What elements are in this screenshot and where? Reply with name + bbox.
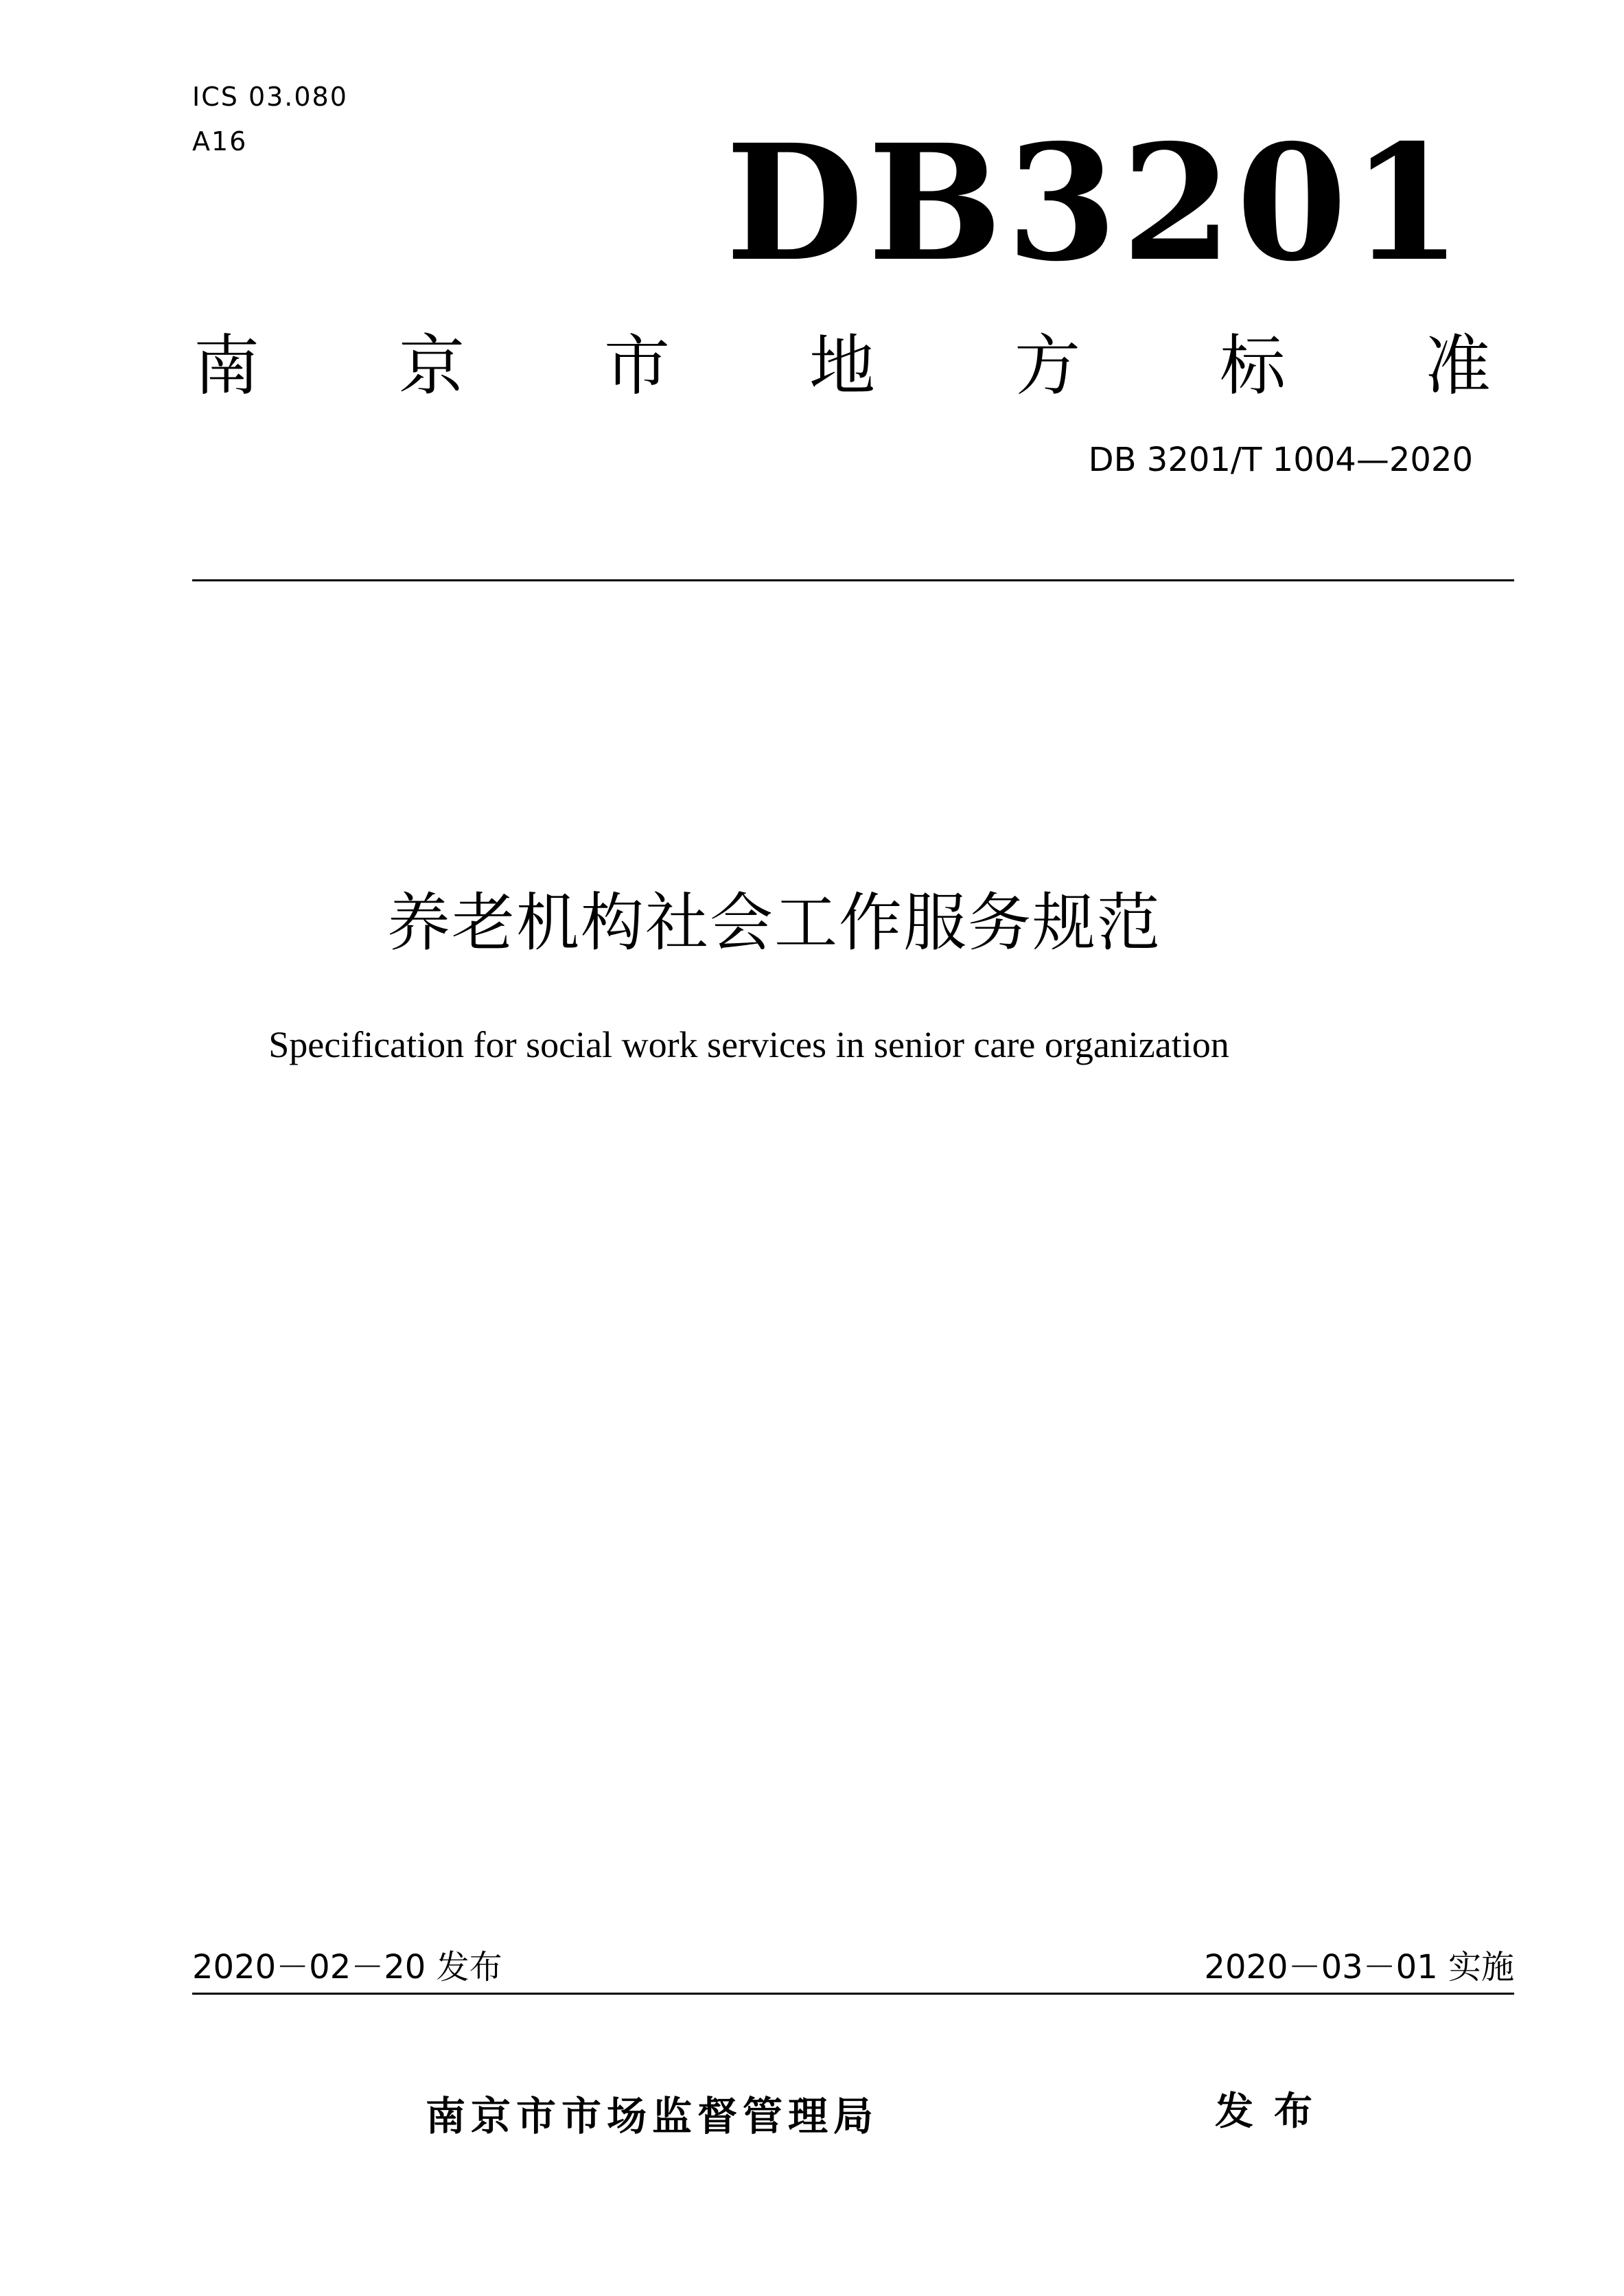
standard-type-char: 标 (1220, 327, 1286, 404)
standard-type-char: 京 (399, 327, 465, 404)
issue-date: 2020－02－20 发布 (192, 1948, 502, 1986)
standard-type-char: 南 (194, 327, 259, 404)
publisher-name: 南京市市场监督管理局 (426, 2093, 879, 2140)
publish-label: 发布 (1215, 2089, 1333, 2134)
implementation-date: 2020－03－01 实施 (1204, 1948, 1514, 1986)
ics-code: ICS 03.080 (192, 82, 348, 112)
standard-type-char: 地 (809, 327, 875, 404)
top-divider (192, 579, 1514, 581)
classification-code: A16 (192, 126, 248, 156)
title-english: Specification for social work services in senior care organization (268, 1024, 1229, 1065)
standard-type (192, 316, 1492, 405)
title-chinese: 养老机构社会工作服务规范 (386, 886, 1161, 960)
standard-number: DB 3201/T 1004—2020 (1088, 441, 1473, 479)
db-code: DB3201 (726, 109, 1466, 297)
bottom-divider (192, 1993, 1514, 1995)
standard-type-char: 方 (1014, 327, 1080, 404)
standard-type-char: 准 (1425, 327, 1491, 404)
standard-type-char: 市 (604, 327, 670, 404)
